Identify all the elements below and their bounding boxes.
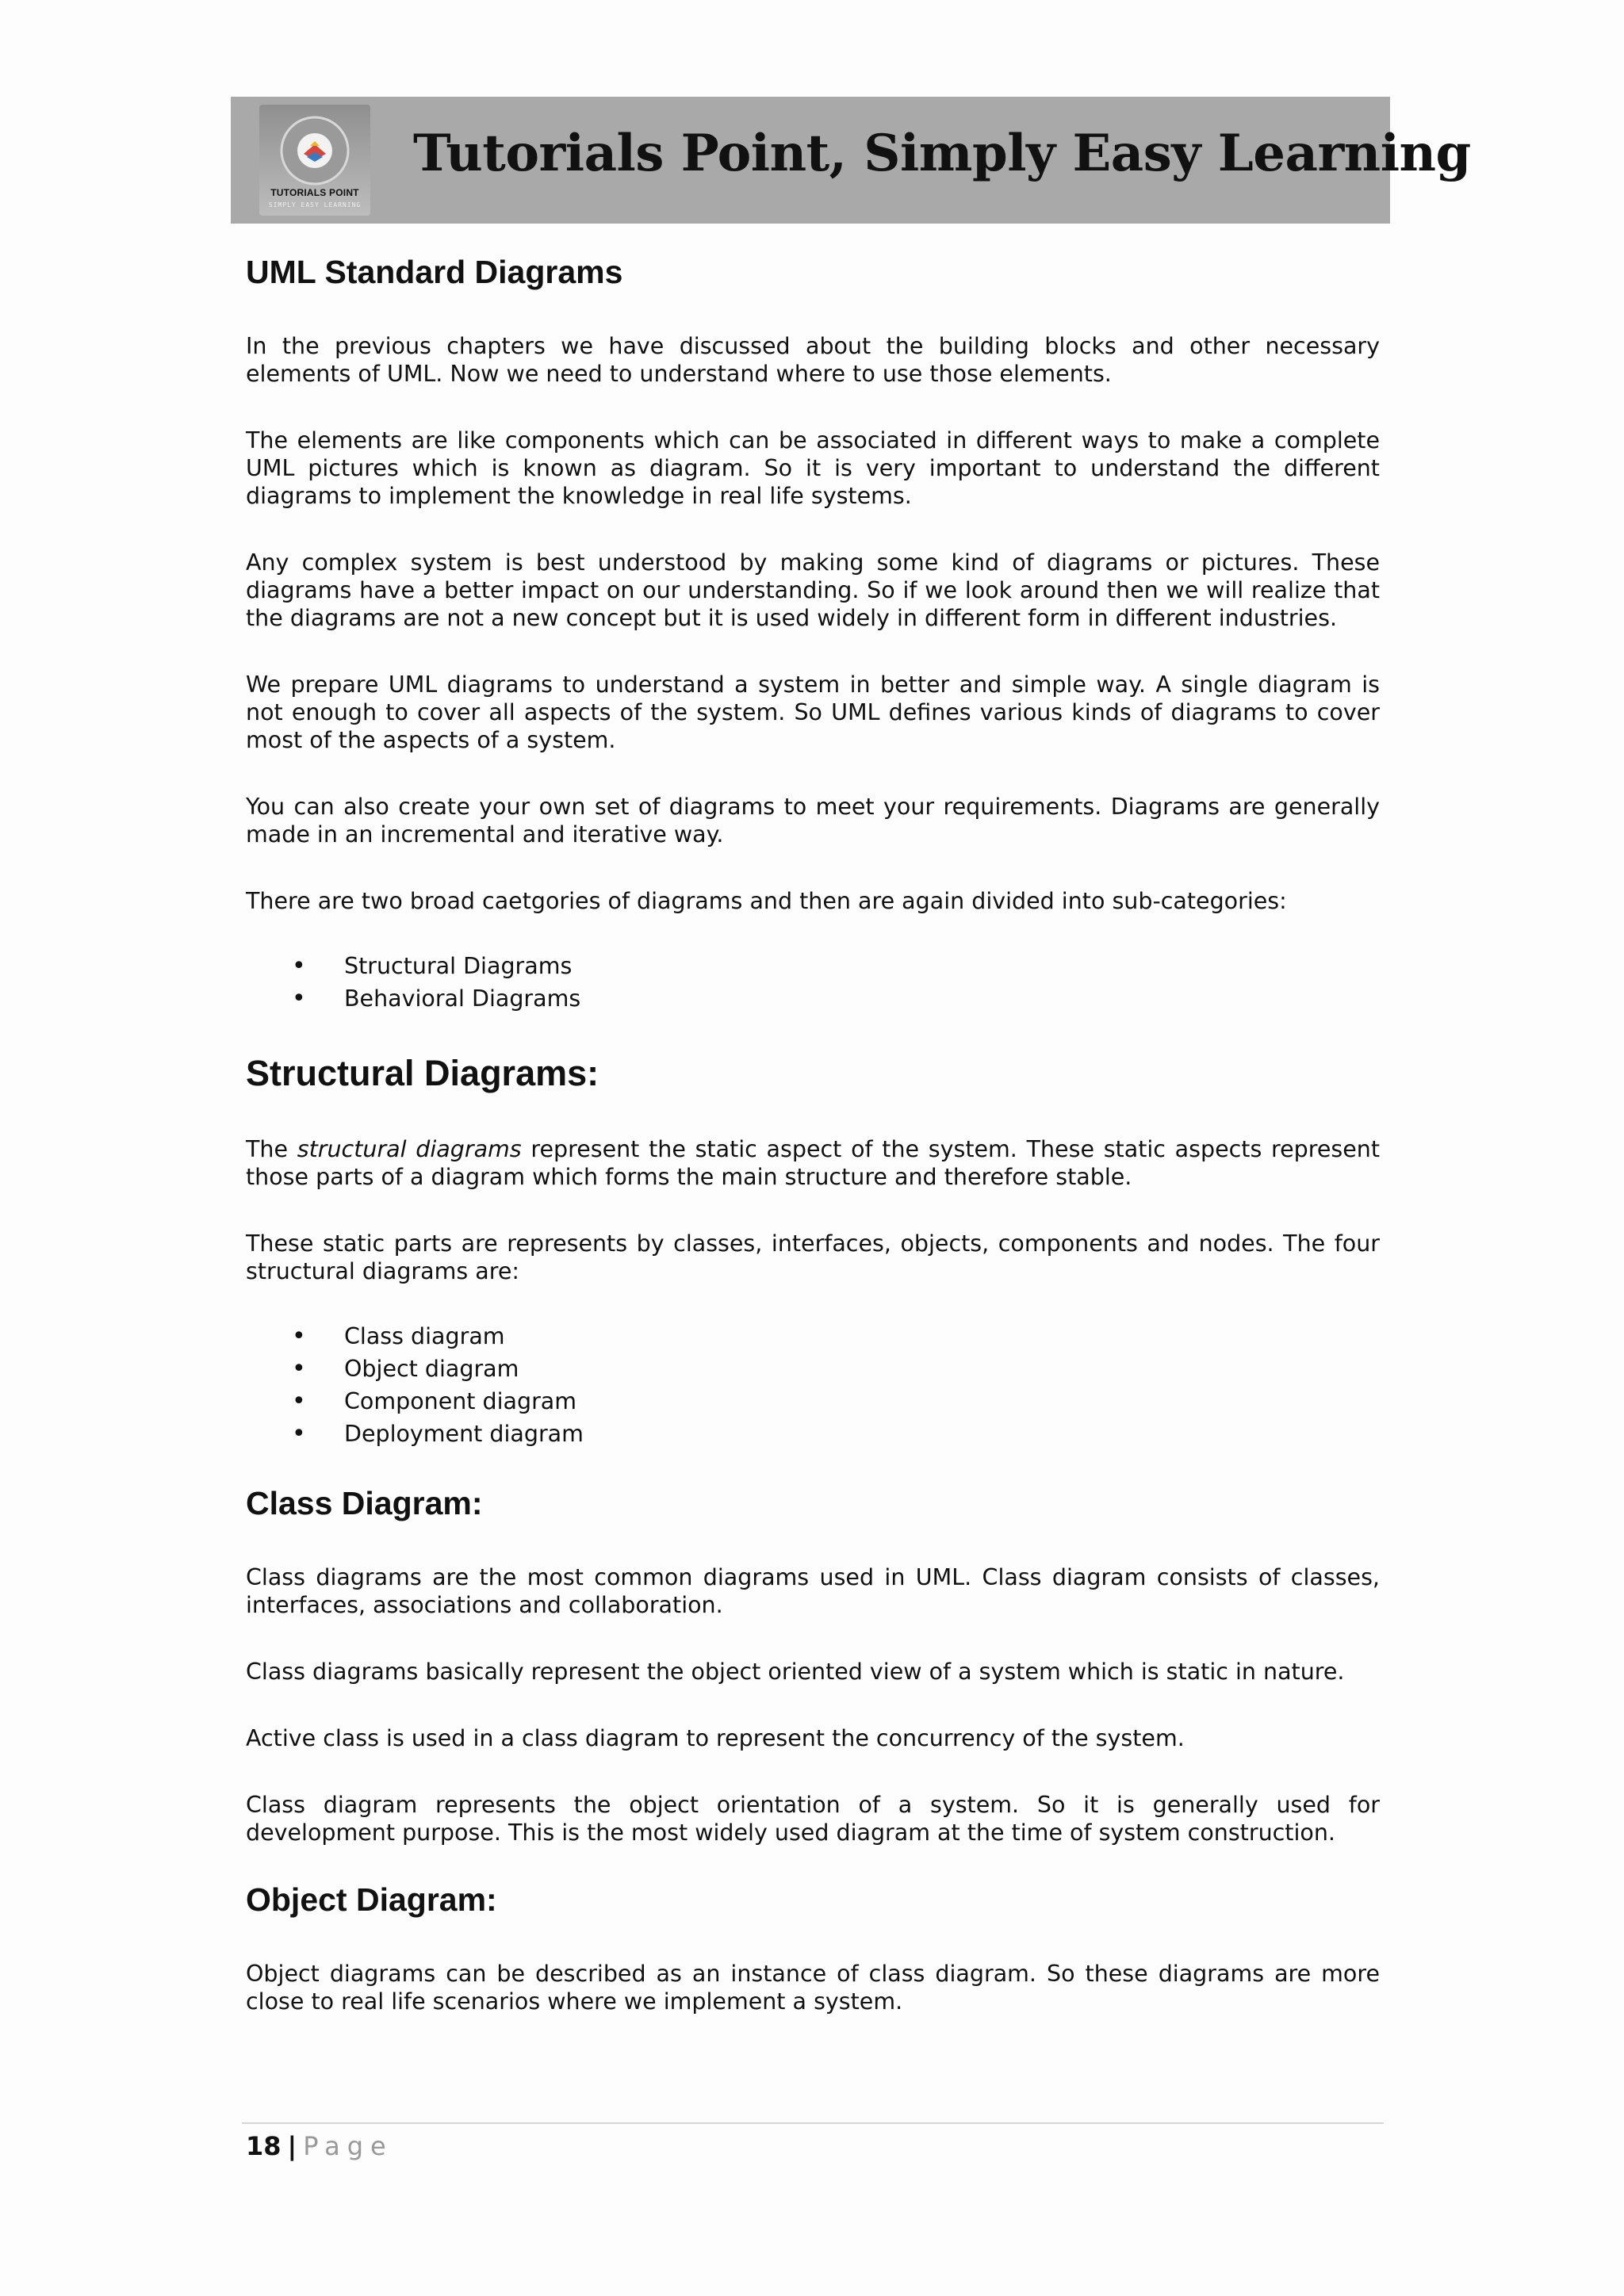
object-diagram-heading: Object Diagram: bbox=[246, 1881, 497, 1918]
page-footer bbox=[246, 2131, 393, 2161]
page-title: UML Standard Diagrams bbox=[246, 254, 623, 290]
class-paragraph-4: Class diagram represents the object orientation of a system. So it is generally used for development purpose. This is the most widely used diagram at the time of system construction. bbox=[246, 1792, 1380, 1846]
class-paragraph-2: Class diagrams basically represent the object oriented view of a system which is static in nature. bbox=[246, 1659, 1345, 1685]
page-label: Page bbox=[303, 2131, 393, 2161]
class-diagram-heading: Class Diagram: bbox=[246, 1485, 483, 1521]
class-paragraph-3: Active class is used in a class diagram to represent the concurrency of the system. bbox=[246, 1725, 1185, 1751]
header-title: Tutorials Point, Simply Easy Learning bbox=[413, 124, 1471, 183]
list-item: • Structural Diagrams bbox=[246, 950, 1380, 982]
structural-p1-suffix: represent the static aspect of the system. These static aspects represent those parts of a diagram which forms the main structure and therefore stable. bbox=[246, 1136, 1381, 1190]
class-paragraph-1: Class diagrams are the most common diagrams used in UML. Class diagram consists of classes, interfaces, associations and collaboration. bbox=[246, 1564, 1380, 1618]
structural-paragraph-2: These static parts are represents by classes, interfaces, objects, components and nodes. The four structural diagrams are: bbox=[246, 1230, 1380, 1284]
category-list bbox=[246, 950, 1380, 1015]
structural-p1-italic: structural diagrams bbox=[297, 1136, 522, 1162]
logo-text: TUTORIALS POINT bbox=[270, 187, 359, 198]
object-paragraph-1: Object diagrams can be described as an instance of class diagram. So these diagrams are more close to real life scenarios where we implement a system. bbox=[246, 1961, 1380, 2015]
list-item: • Behavioral Diagrams bbox=[246, 982, 1380, 1015]
footer-divider bbox=[242, 2122, 1384, 2124]
list-item: • Deployment diagram bbox=[246, 1418, 1380, 1450]
header-banner bbox=[231, 97, 1471, 224]
intro-paragraph-2: The elements are like components which can be associated in different ways to make a complete UML pictures which is known as diagram. So it is very important to understand the different diagrams to implement the knowledge in real life systems. bbox=[246, 427, 1380, 509]
tutorials-point-logo bbox=[259, 105, 370, 216]
list-item: • Object diagram bbox=[246, 1353, 1380, 1385]
intro-paragraph-6: There are two broad caetgories of diagrams and then are again divided into sub-categories: bbox=[246, 888, 1287, 914]
structural-p1-prefix: The bbox=[246, 1136, 297, 1162]
logo-emblem-icon bbox=[259, 105, 370, 216]
page-number: 18 bbox=[246, 2131, 282, 2161]
structural-paragraph-1 bbox=[246, 1135, 1380, 1191]
page-content bbox=[246, 254, 1380, 2054]
structural-heading: Structural Diagrams: bbox=[246, 1053, 599, 1093]
intro-paragraph-1: In the previous chapters we have discussed about the building blocks and other necessary elements of UML. Now we need to understand where to use those elements. bbox=[246, 333, 1380, 387]
list-item: • Component diagram bbox=[246, 1385, 1380, 1418]
list-item: • Class diagram bbox=[246, 1320, 1380, 1353]
logo-tagline: SIMPLY EASY LEARNING bbox=[268, 201, 362, 209]
intro-paragraph-5: You can also create your own set of diagrams to meet your requirements. Diagrams are generally made in an incremental and iterative way. bbox=[246, 794, 1380, 848]
structural-list bbox=[246, 1320, 1380, 1450]
footer-separator: | bbox=[287, 2131, 297, 2161]
intro-paragraph-4: We prepare UML diagrams to understand a system in better and simple way. A single diagram is not enough to cover all aspects of the system. So UML defines various kinds of diagrams to cover most of the aspects of a system. bbox=[246, 672, 1380, 753]
intro-paragraph-3: Any complex system is best understood by making some kind of diagrams or pictures. These diagrams have a better impact on our understanding. So if we look around then we will realize that the diagrams are not a new concept but it is used widely in different form in different industries. bbox=[246, 549, 1380, 631]
